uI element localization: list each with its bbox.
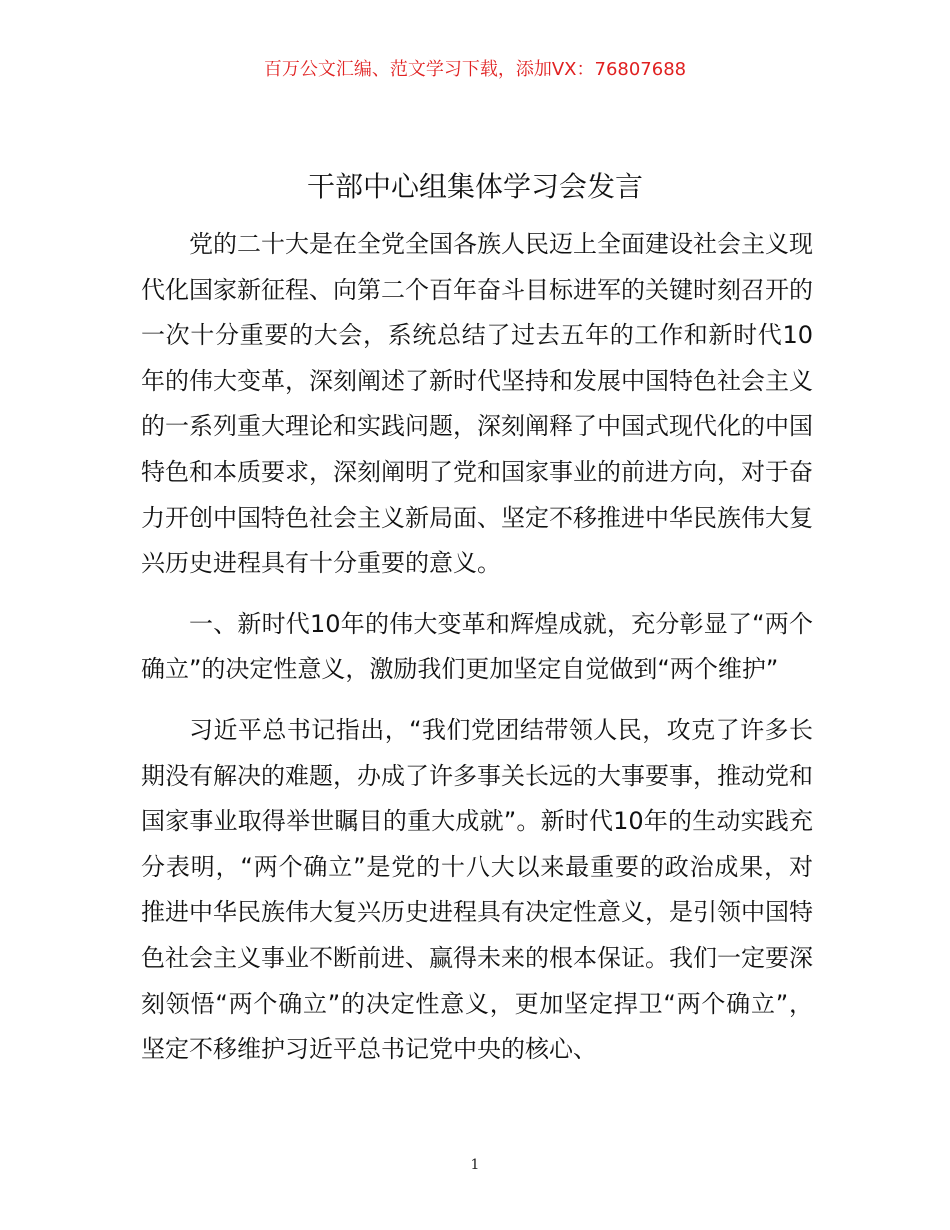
page-number: 1 xyxy=(470,1157,480,1173)
document-body xyxy=(141,222,813,1073)
paragraph-intro: 党的二十大是在全党全国各族人民迈上全面建设社会主义现代化国家新征程、向第二个百年奋斗目标进军的关键时刻召开的一次十分重要的大会，系统总结了过去五年的工作和新时代10年的伟大变革，深刻阐述了新时代坚持和发展中国特色社会主义的一系列重大理论和实践问题，深刻阐释了中国式现代化的中国特色和本质要求，深刻阐明了党和国家事业的前进方向，对于奋力开创中国特色社会主义新局面、坚定不移推进中华民族伟大复兴历史进程具有十分重要的意义。 xyxy=(141,230,813,578)
paragraph-section-1: 习近平总书记指出，“我们党团结带领人民，攻克了许多长期没有解决的难题，办成了许多事关长远的大事要事，推动党和国家事业取得举世瞩目的重大成就”。新时代10年的生动实践充分表明，“两个确立”是党的十八大以来最重要的政治成果，对推进中华民族伟大复兴历史进程具有决定性意义，是引领中国特色社会主义事业不断前进、赢得未来的根本保证。我们一定要深刻领悟“两个确立”的决定性意义，更加坚定捍卫“两个确立”，坚定不移维护习近平总书记党中央的核心、 xyxy=(141,715,813,1064)
section-heading-1: 一、新时代10年的伟大变革和辉煌成就，充分彰显了“两个确立”的决定性意义，激励我们更加坚定自觉做到“两个维护” xyxy=(141,609,813,684)
header-note: 百万公文汇编、范文学习下载，添加VX：76807688 xyxy=(263,59,687,80)
document-title: 干部中心组集体学习会发言 xyxy=(306,170,643,203)
